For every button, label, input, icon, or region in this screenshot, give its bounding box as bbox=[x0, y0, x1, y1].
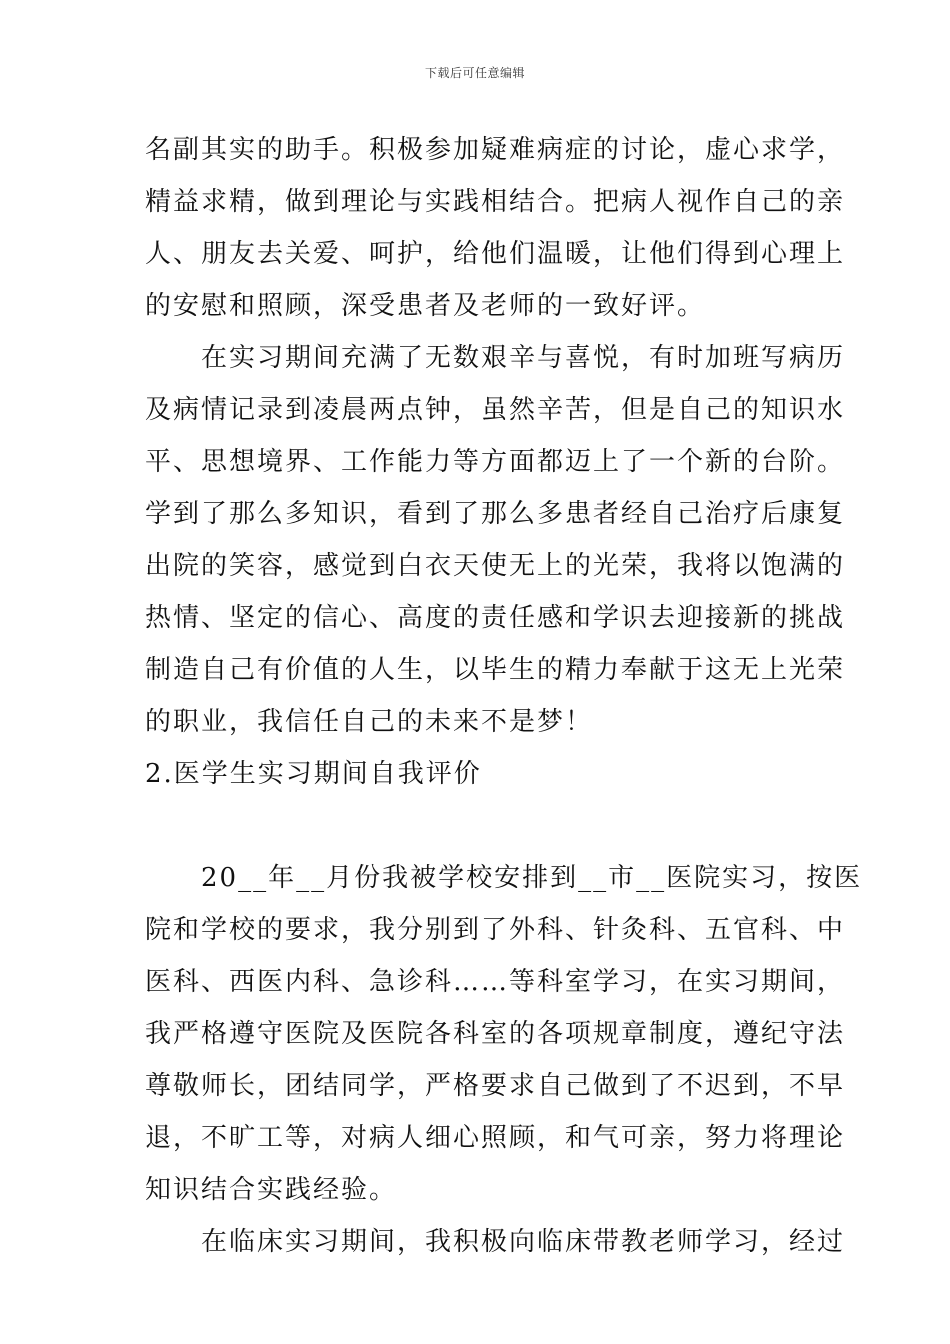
spacer bbox=[145, 800, 815, 852]
paragraph-clinical-practice bbox=[145, 1216, 846, 1268]
text-line: 在临床实习期间，我积极向临床带教老师学习，经过 bbox=[201, 1227, 846, 1257]
text-line: 的安慰和照顾，深受患者及老师的一致好评。 bbox=[145, 291, 706, 321]
paragraph-continued bbox=[145, 124, 846, 332]
text-line: 20__年__月份我被学校安排到__市__医院实习，按医 bbox=[201, 863, 863, 893]
text-line: 知识结合实践经验。 bbox=[145, 1175, 398, 1205]
section-heading: 2.医学生实习期间自我评价 bbox=[145, 759, 482, 789]
paragraph-internship-reflection bbox=[145, 332, 846, 748]
text-line: 的职业，我信任自己的未来不是梦！ bbox=[145, 707, 594, 737]
text-line: 热情、坚定的信心、高度的责任感和学识去迎接新的挑战 bbox=[145, 603, 846, 633]
page-header: 下载后可任意编辑 bbox=[424, 66, 525, 80]
text-line: 退，不旷工等，对病人细心照顾，和气可亲，努力将理论 bbox=[145, 1123, 846, 1153]
text-line: 在实习期间充满了无数艰辛与喜悦，有时加班写病历 bbox=[201, 343, 846, 373]
text-line: 院和学校的要求，我分别到了外科、针灸科、五官科、中 bbox=[145, 915, 846, 945]
paragraph-self-evaluation bbox=[145, 852, 863, 1216]
text-line: 我严格遵守医院及医院各科室的各项规章制度，遵纪守法 bbox=[145, 1019, 846, 1049]
text-line: 平、思想境界、工作能力等方面都迈上了一个新的台阶。 bbox=[145, 447, 846, 477]
text-line: 名副其实的助手。积极参加疑难病症的讨论，虚心求学， bbox=[145, 135, 846, 165]
text-line: 及病情记录到凌晨两点钟，虽然辛苦，但是自己的知识水 bbox=[145, 395, 846, 425]
text-line: 精益求精，做到理论与实践相结合。把病人视作自己的亲 bbox=[145, 187, 846, 217]
text-line: 学到了那么多知识，看到了那么多患者经自己治疗后康复 bbox=[145, 499, 846, 529]
text-line: 制造自己有价值的人生，以毕生的精力奉献于这无上光荣 bbox=[145, 655, 846, 685]
text-line: 尊敬师长，团结同学，严格要求自己做到了不迟到，不早 bbox=[145, 1071, 846, 1101]
text-line: 出院的笑容，感觉到白衣天使无上的光荣，我将以饱满的 bbox=[145, 551, 846, 581]
text-line: 人、朋友去关爱、呵护，给他们温暖，让他们得到心理上 bbox=[145, 239, 846, 269]
document-body bbox=[145, 124, 863, 1268]
text-line: 医科、西医内科、急诊科……等科室学习，在实习期间， bbox=[145, 967, 846, 997]
